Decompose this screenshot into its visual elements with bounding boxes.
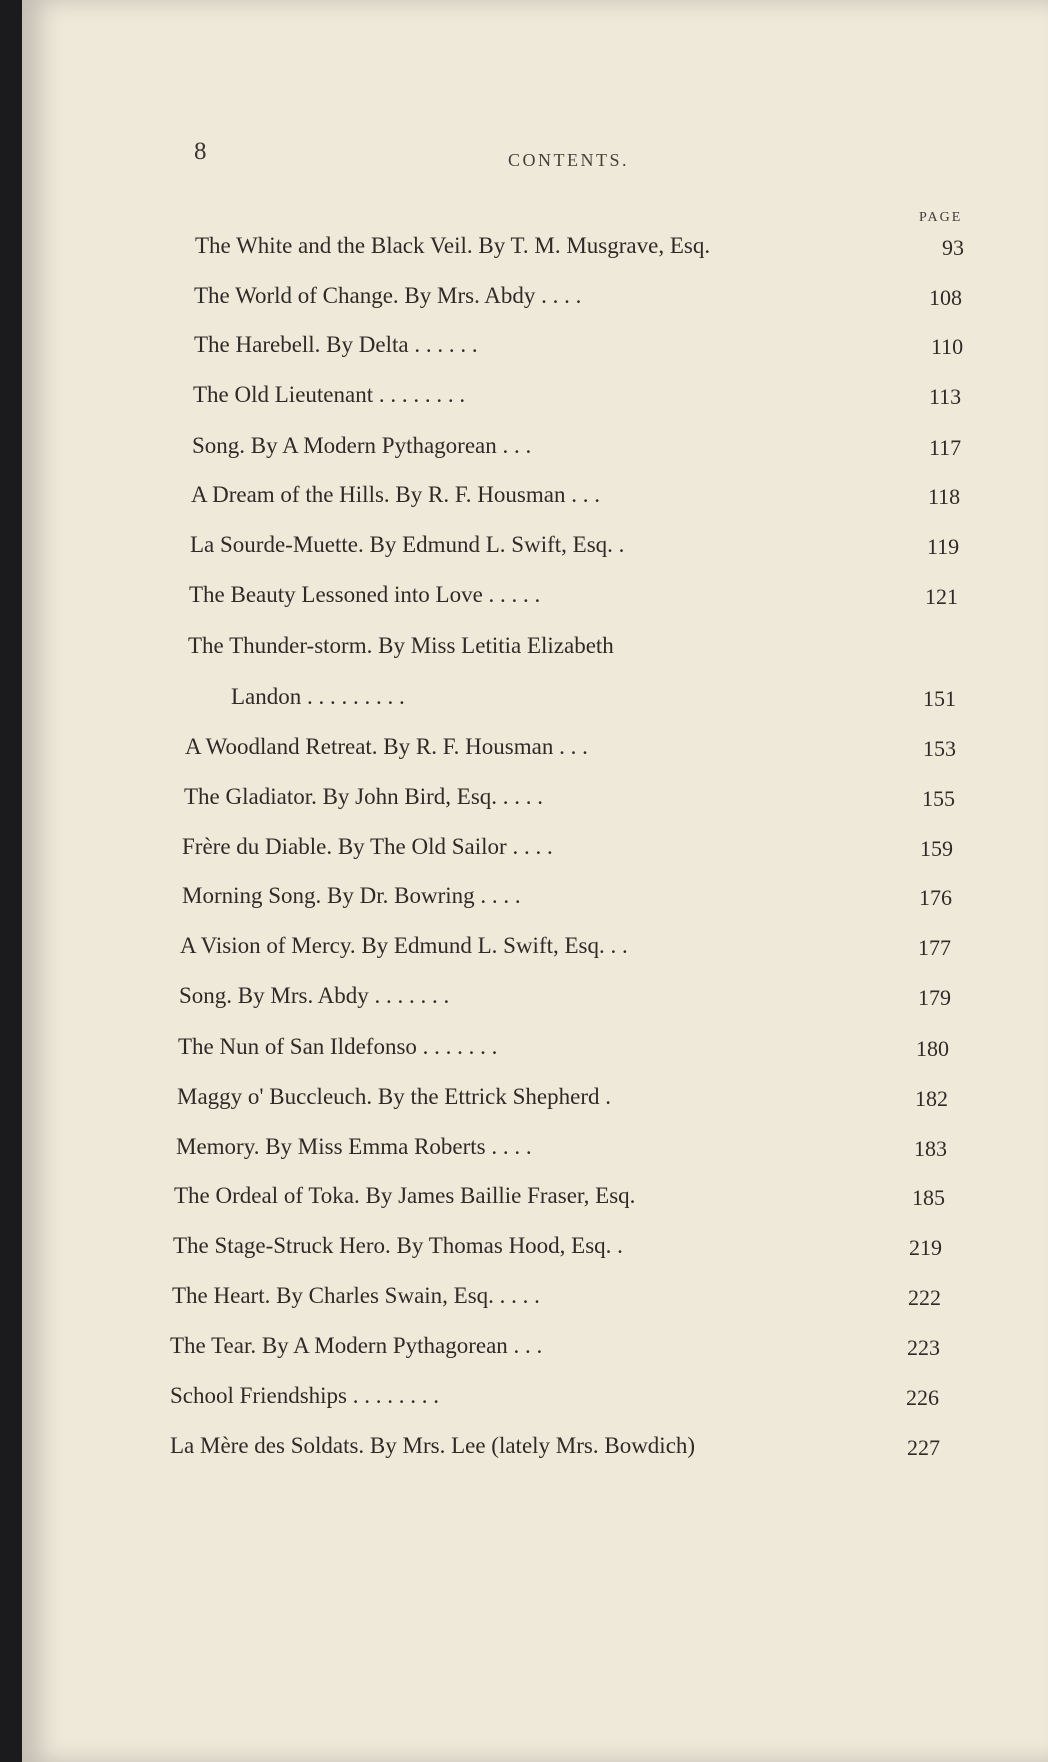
toc-entry-page: 108 xyxy=(929,285,962,310)
toc-entry-title: The Thunder-storm. By Miss Letitia Elizabeth xyxy=(188,633,614,658)
toc-entry-title: Song. By Mrs. Abdy . . . . . . . xyxy=(179,983,450,1008)
toc-entry-page: 219 xyxy=(909,1235,942,1260)
toc-entry xyxy=(179,980,959,1012)
toc-entry xyxy=(174,1180,954,1212)
toc-entry-page: 151 xyxy=(923,686,956,711)
toc-entry-title: School Friendships . . . . . . . . xyxy=(170,1383,439,1408)
toc-entry-page: 117 xyxy=(929,435,962,460)
toc-entry-title: Frère du Diable. By The Old Sailor . . . . xyxy=(182,834,553,859)
toc-entry xyxy=(180,930,960,962)
toc-entry-page: 155 xyxy=(922,786,955,811)
toc-entry-title: A Vision of Mercy. By Edmund L. Swift, Esq. . . xyxy=(180,933,628,958)
toc-entry xyxy=(170,1330,950,1362)
toc-entry xyxy=(193,379,973,411)
toc-entry-page: 226 xyxy=(906,1385,939,1410)
toc-entry xyxy=(194,280,974,312)
toc-entry-title: A Woodland Retreat. By R. F. Housman . . . xyxy=(185,734,588,759)
toc-entry-page: 121 xyxy=(925,584,958,609)
toc-entry xyxy=(195,230,975,262)
running-title: CONTENTS. xyxy=(508,150,629,170)
toc-entry-title: The World of Change. By Mrs. Abdy . . . . xyxy=(194,283,582,308)
toc-entry xyxy=(191,479,971,511)
toc-entry-title: Song. By A Modern Pythagorean . . . xyxy=(192,433,532,458)
toc-entry-page: 180 xyxy=(916,1036,949,1061)
toc-entry-title: The Harebell. By Delta . . . . . . xyxy=(194,332,478,357)
book-page xyxy=(22,0,1048,1762)
toc-entry-page: 183 xyxy=(914,1136,947,1161)
toc-entry-page: 159 xyxy=(920,836,953,861)
toc-entry xyxy=(176,1131,956,1163)
toc-entry-title: Morning Song. By Dr. Bowring . . . . xyxy=(182,883,521,908)
toc-entry-title: The Nun of San Ildefonso . . . . . . . xyxy=(178,1034,498,1059)
toc-entry-title: La Mère des Soldats. By Mrs. Lee (lately Mrs. Bowdich) xyxy=(170,1433,696,1458)
toc-entry-continuation xyxy=(231,681,971,713)
page-column-label: PAGE xyxy=(919,210,963,225)
toc-entry-page: 177 xyxy=(918,935,951,960)
toc-entry-title: The Ordeal of Toka. By James Baillie Fraser, Esq. xyxy=(174,1183,636,1208)
toc-entry-page: 93 xyxy=(942,235,964,260)
toc-entry xyxy=(172,1280,952,1312)
toc-entry xyxy=(178,1031,958,1063)
toc-entry-page: 153 xyxy=(923,736,956,761)
toc-entry-title: The Stage-Struck Hero. By Thomas Hood, Esq. . xyxy=(173,1233,623,1258)
toc-entry xyxy=(194,329,974,361)
toc-entry-title: A Dream of the Hills. By R. F. Housman . . . xyxy=(191,482,600,507)
page-number: 8 xyxy=(194,138,207,165)
toc-entry xyxy=(170,1380,950,1412)
toc-entry xyxy=(184,781,964,813)
toc-entry-title: Landon . . . . . . . . . xyxy=(231,684,405,709)
toc-entry xyxy=(177,1081,957,1113)
toc-entry-page: 227 xyxy=(907,1435,940,1460)
table-of-contents xyxy=(22,0,1048,1762)
toc-entry xyxy=(182,880,962,912)
toc-entry-title: Maggy o' Buccleuch. By the Ettrick Shepherd . xyxy=(177,1084,612,1109)
toc-entry xyxy=(182,831,962,863)
toc-entry-page: 223 xyxy=(907,1335,940,1360)
toc-entry-page: 179 xyxy=(918,985,951,1010)
toc-entry-title: The Heart. By Charles Swain, Esq. . . . . xyxy=(172,1283,540,1308)
toc-entry-page: 119 xyxy=(927,534,960,559)
toc-entry-page: 118 xyxy=(928,484,961,509)
toc-entry xyxy=(185,731,965,763)
toc-entry-page: 222 xyxy=(908,1285,941,1310)
toc-entry-page: 110 xyxy=(931,334,964,359)
toc-entry-page: 176 xyxy=(919,885,952,910)
toc-entry xyxy=(192,430,972,462)
toc-entry-page: 113 xyxy=(929,384,962,409)
toc-entry-title: The Old Lieutenant . . . . . . . . xyxy=(193,382,466,407)
toc-entry xyxy=(173,1230,953,1262)
toc-entry-title: The Tear. By A Modern Pythagorean . . . xyxy=(170,1333,543,1358)
toc-entry xyxy=(189,579,969,611)
toc-entry-title: La Sourde-Muette. By Edmund L. Swift, Esq. . xyxy=(190,532,625,557)
toc-entry-title: The White and the Black Veil. By T. M. Musgrave, Esq. xyxy=(195,233,711,258)
toc-entry xyxy=(190,529,970,561)
toc-entry-title: The Beauty Lessoned into Love . . . . . xyxy=(189,582,541,607)
toc-entry-page: 185 xyxy=(912,1185,945,1210)
toc-entry xyxy=(188,630,968,662)
toc-entry-page: 182 xyxy=(915,1086,948,1111)
toc-entry-title: The Gladiator. By John Bird, Esq. . . . . xyxy=(184,784,544,809)
toc-entry-title: Memory. By Miss Emma Roberts . . . . xyxy=(176,1134,532,1159)
toc-entry xyxy=(170,1430,950,1462)
